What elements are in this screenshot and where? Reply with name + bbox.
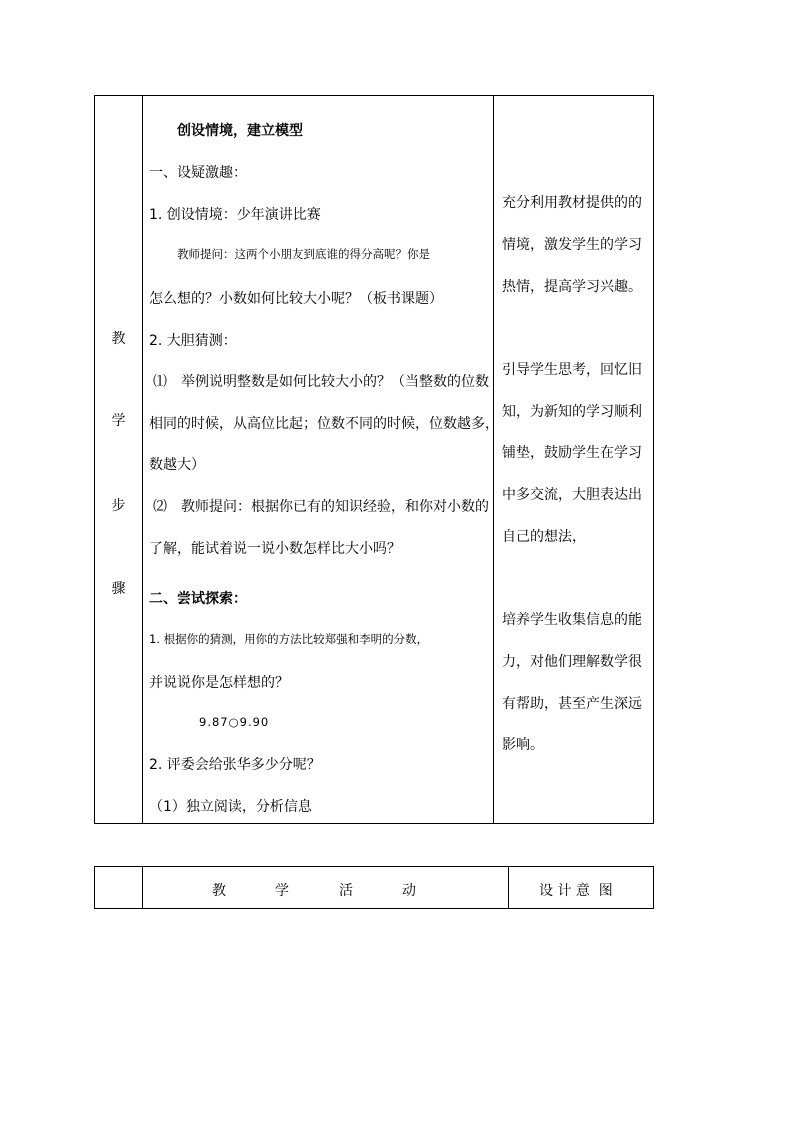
section-title: 二、尝试探索：: [149, 591, 247, 607]
content-line: 教师提问：这两个小朋友到底谁的得分高呢？你是: [177, 247, 430, 261]
design-note-line: 引导学生思考，回忆旧: [502, 362, 642, 378]
row-label-char: 步: [111, 498, 126, 514]
content-line: 并说说你是怎样想的？: [149, 675, 289, 691]
design-note-line: 培养学生收集信息的能: [502, 612, 642, 628]
content-line: ⑵ 教师提问：根据你已有的知识经验，和你对小数的: [153, 499, 489, 515]
column-divider-left: [142, 867, 143, 908]
design-note-line: 知，为新知的学习顺利: [502, 404, 642, 420]
design-note-line: 中多交流，大胆表达出: [502, 487, 642, 503]
content-line: 数越大）: [149, 457, 205, 473]
section-heading: 创设情境，建立模型: [177, 123, 303, 139]
comparison-expression: 9.87○9.90: [199, 715, 270, 729]
content-line: 1. 创设情境：少年演讲比赛: [149, 207, 321, 223]
design-note-line: 力，对他们理解数学很: [502, 654, 642, 670]
column-divider-right: [508, 867, 509, 908]
design-intent-header: 设 计 意 图: [539, 883, 613, 899]
content-line: 了解，能试着说一说小数怎样比大小吗？: [149, 541, 401, 557]
design-note-line: 情境，激发学生的学习: [502, 237, 642, 253]
content-line: （1）独立阅读，分析信息: [149, 799, 312, 815]
content-line: 2. 评委会给张华多少分呢？: [149, 757, 321, 773]
header-char: 活: [339, 883, 353, 899]
content-line: 怎么想的？小数如何比较大小呢？（板书课题）: [149, 291, 443, 307]
design-note-line: 影响。: [502, 737, 544, 753]
section-title: 一、设疑激趣：: [149, 165, 247, 181]
content-line: ⑴ 举例说明整数是如何比较大小的？（当整数的位数: [153, 374, 489, 390]
content-line: 1. 根据你的猜测，用你的方法比较郑强和李明的分数，: [149, 632, 429, 646]
design-note-line: 热情，提高学习兴趣。: [502, 279, 642, 295]
row-label-char: 骤: [111, 581, 126, 597]
row-label-char: 学: [111, 413, 126, 429]
row-label-char: 教: [111, 331, 126, 347]
design-note-line: 自己的想法，: [502, 529, 586, 545]
design-note-line: 有帮助，甚至产生深远: [502, 696, 642, 712]
lesson-steps-table: [94, 95, 654, 824]
design-note-line: 铺垫，鼓励学生在学习: [502, 445, 642, 461]
activity-header-table: [94, 866, 654, 909]
content-line: 相同的时候，从高位比起；位数不同的时候，位数越多，: [149, 416, 499, 432]
content-line: 2. 大胆猜测：: [149, 333, 237, 349]
design-note-line: 充分利用教材提供的的: [502, 195, 642, 211]
header-char: 学: [275, 883, 289, 899]
column-divider-right: [493, 96, 494, 823]
column-divider-left: [142, 96, 143, 823]
header-char: 教: [212, 883, 226, 899]
header-char: 动: [402, 883, 416, 899]
